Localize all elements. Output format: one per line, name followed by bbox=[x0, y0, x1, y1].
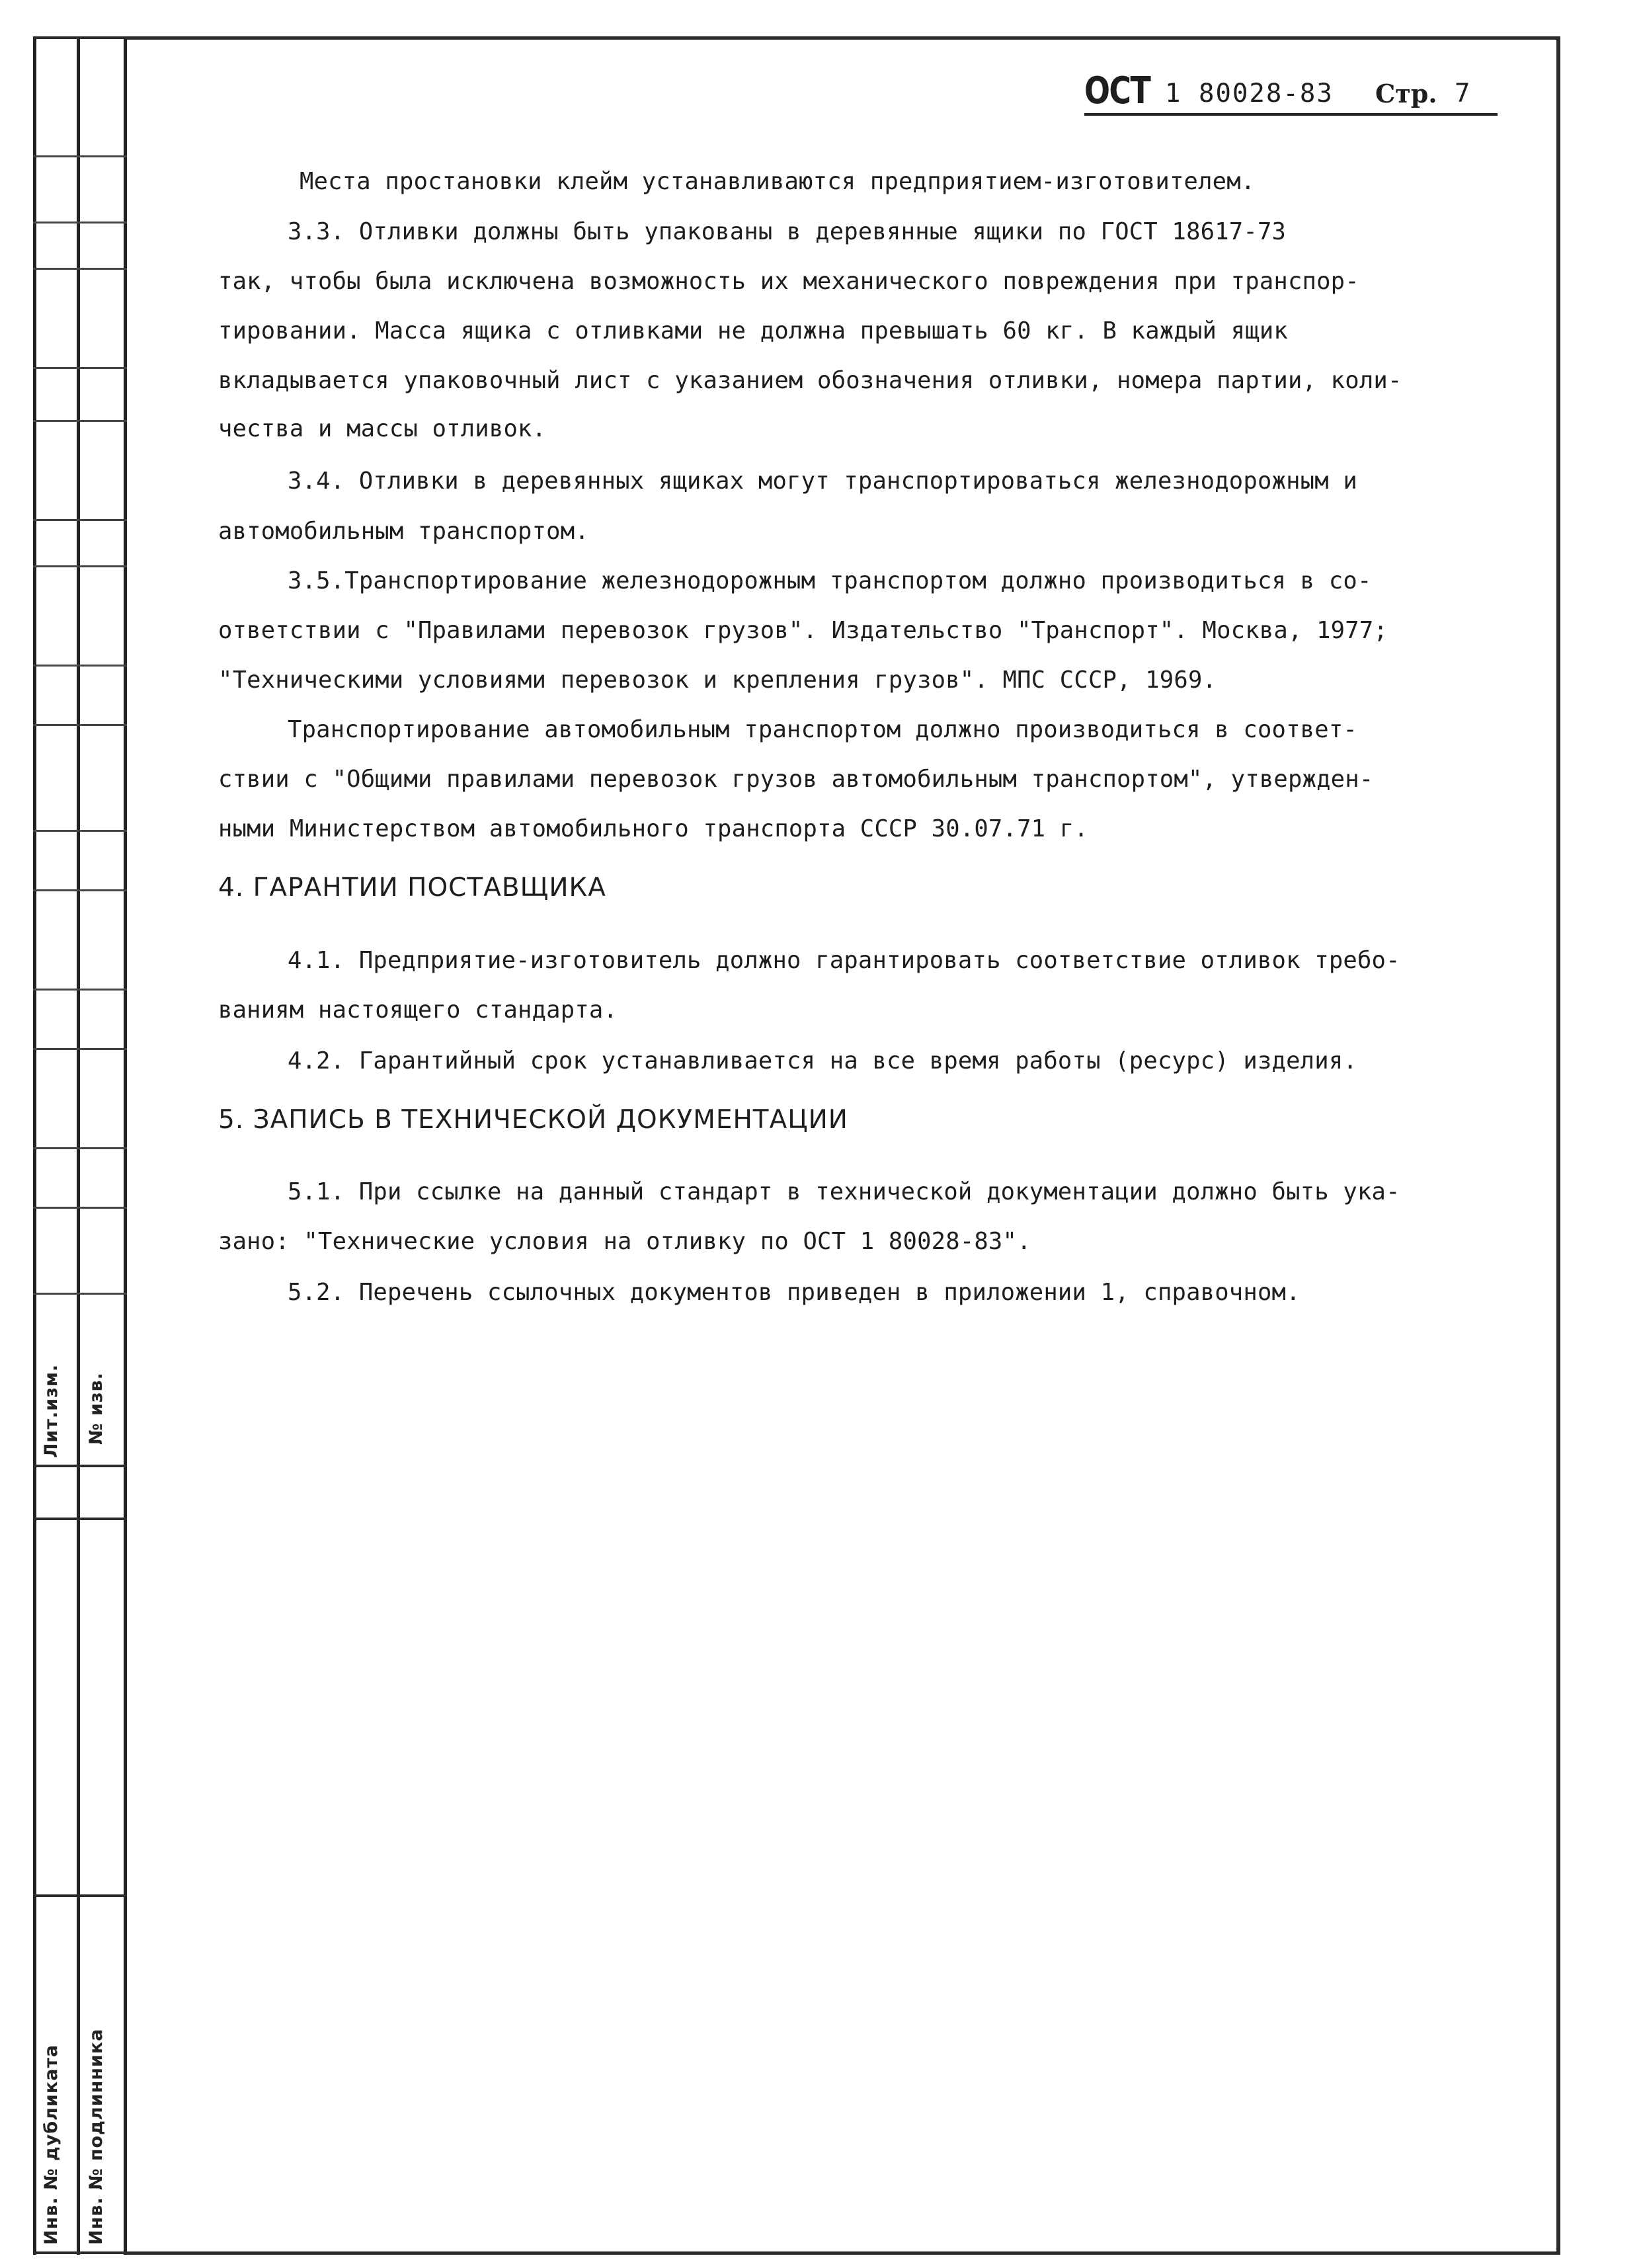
text-line: 4.2. Гарантийный срок устанавливается на все время работы (ресурс) изделия. bbox=[288, 1047, 1357, 1074]
strip-row-line bbox=[33, 268, 127, 270]
label-lit-izm: Лит.изм. bbox=[41, 1363, 61, 1458]
text-line: 3.4. Отливки в деревянных ящиках могут транспортироваться железнодорожным и bbox=[288, 467, 1357, 495]
text-line: так, чтобы была исключена возможность их механического повреждения при транспор- bbox=[218, 268, 1359, 295]
page-header bbox=[1084, 69, 1498, 116]
text-line: 3.3. Отливки должны быть упакованы в деревянные ящики по ГОСТ 18617-73 bbox=[288, 218, 1287, 245]
text-line: "Техническими условиями перевозок и крепления грузов". МПС СССР, 1969. bbox=[218, 667, 1217, 694]
text-line: ответствии с "Правилами перевозок грузов". Издательство "Транспорт". Москва, 1977; bbox=[218, 617, 1388, 644]
strip-bottom-edge bbox=[33, 2251, 127, 2254]
strip-row-line bbox=[33, 889, 127, 891]
label-inv-dublikata: Инв. № дубликата bbox=[41, 2044, 61, 2245]
text-line: 5.1. При ссылке на данный стандарт в технической документации должно быть ука- bbox=[288, 1178, 1400, 1205]
strip-border-middle bbox=[77, 36, 80, 2255]
label-no-izv: № изв. bbox=[86, 1372, 106, 1445]
strip-section-line bbox=[33, 1465, 127, 1467]
text-line: 3.5.Транспортирование железнодорожным транспортом должно производиться в со- bbox=[288, 567, 1372, 594]
strip-row-line bbox=[33, 1048, 127, 1050]
strip-row-line bbox=[33, 1147, 127, 1149]
strip-row-line bbox=[33, 830, 127, 832]
section-heading-4: 4. ГАРАНТИИ ПОСТАВЩИКА bbox=[218, 873, 606, 903]
strip-row-line bbox=[33, 1293, 127, 1295]
strip-section-line bbox=[33, 1894, 127, 1897]
text-line: 4.1. Предприятие-изготовитель должно гарантировать соответствие отливок требо- bbox=[288, 947, 1400, 974]
section-heading-5: 5. ЗАПИСЬ В ТЕХНИЧЕСКОЙ ДОКУМЕНТАЦИИ bbox=[218, 1105, 848, 1135]
strip-row-line bbox=[33, 519, 127, 521]
standard-prefix: ОСТ bbox=[1084, 69, 1150, 112]
text-line: тировании. Масса ящика с отливками не должна превышать 60 кг. В каждый ящик bbox=[218, 317, 1288, 344]
strip-row-line bbox=[33, 565, 127, 567]
text-line: ствии с "Общими правилами перевозок грузов автомобильным транспортом", утвержден- bbox=[218, 766, 1374, 793]
label-inv-podlinnika: Инв. № подлинника bbox=[86, 2028, 106, 2245]
strip-border-left bbox=[33, 36, 36, 2255]
page-label: Стр. bbox=[1375, 79, 1437, 108]
text-line: ваниям настоящего стандарта. bbox=[218, 996, 618, 1024]
text-line: автомобильным транспортом. bbox=[218, 518, 589, 545]
margin-form-strip bbox=[33, 36, 127, 2255]
text-line: чества и массы отливок. bbox=[218, 415, 547, 442]
strip-row-line bbox=[33, 420, 127, 422]
strip-section-line bbox=[33, 1518, 127, 1520]
strip-top-edge bbox=[33, 36, 127, 39]
text-line: ными Министерством автомобильного транспорта СССР 30.07.71 г. bbox=[218, 815, 1088, 842]
strip-row-line bbox=[33, 724, 127, 726]
strip-row-line bbox=[33, 155, 127, 157]
text-line: зано: "Технические условия на отливку по ОСТ 1 80028-83". bbox=[218, 1228, 1031, 1255]
strip-row-line bbox=[33, 1207, 127, 1209]
strip-row-line bbox=[33, 989, 127, 991]
page-number: 7 bbox=[1455, 79, 1470, 108]
text-line: Транспортирование автомобильным транспортом должно производиться в соответ- bbox=[288, 716, 1357, 743]
header-underline bbox=[1084, 113, 1498, 116]
text-line: вкладывается упаковочный лист с указанием обозначения отливки, номера партии, коли- bbox=[218, 367, 1402, 394]
strip-row-line bbox=[33, 665, 127, 667]
text-line: 5.2. Перечень ссылочных документов приведен в приложении 1, справочном. bbox=[288, 1279, 1301, 1306]
standard-number: 1 80028-83 bbox=[1165, 79, 1334, 108]
strip-row-line bbox=[33, 222, 127, 223]
text-line: Места простановки клейм устанавливаются предприятием-изготовителем. bbox=[300, 168, 1256, 195]
strip-row-line bbox=[33, 367, 127, 369]
